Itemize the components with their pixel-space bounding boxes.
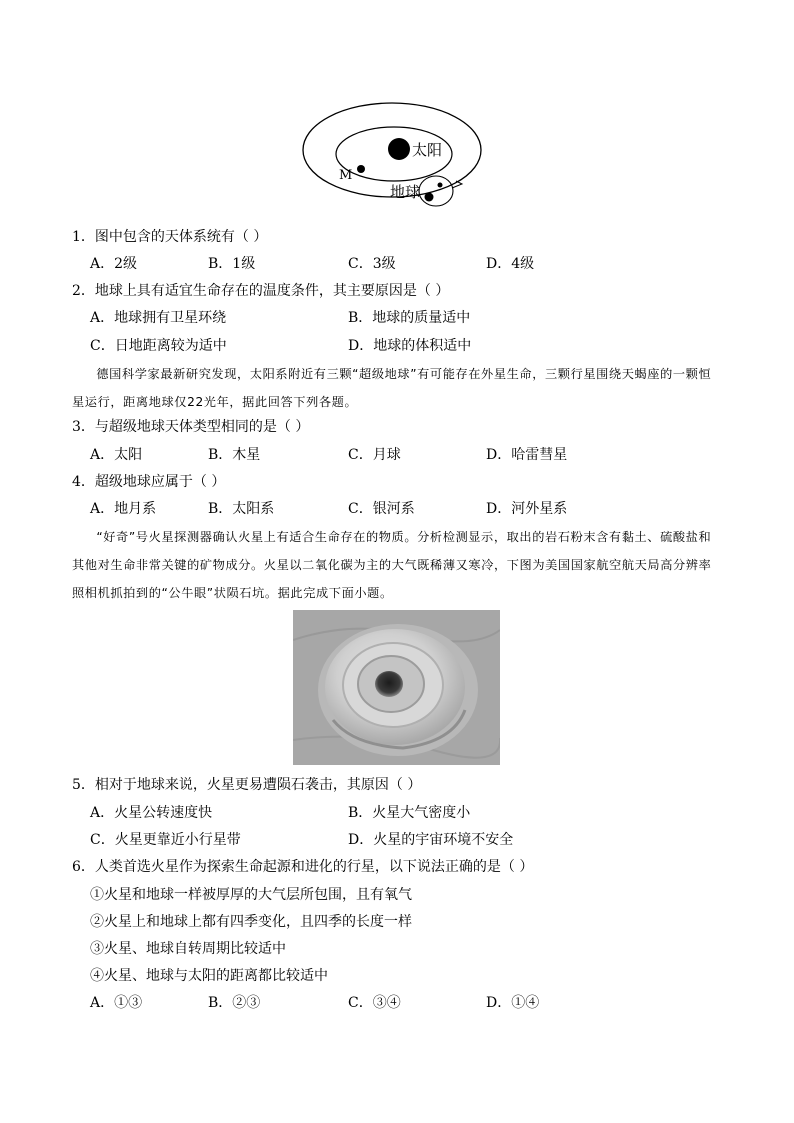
question-4-stem: 4．超级地球应属于（ ）	[72, 474, 226, 490]
sun-label: 太阳	[412, 141, 443, 159]
q3-option-c[interactable]: C．月球	[348, 447, 401, 463]
question-1-stem: 1．图中包含的天体系统有（ ）	[72, 229, 268, 245]
q2-option-c[interactable]: C．日地距离较为适中	[90, 338, 227, 354]
question-5-stem: 5．相对于地球来说，火星更易遭陨石袭击，其原因（ ）	[72, 777, 422, 793]
q4-option-b[interactable]: B．太阳系	[208, 501, 275, 517]
q2-option-a[interactable]: A．地球拥有卫星环绕	[90, 310, 227, 326]
q6-option-b[interactable]: B．②③	[208, 995, 261, 1011]
q5-option-c[interactable]: C．火星更靠近小行星带	[90, 832, 241, 848]
q2-option-d[interactable]: D．地球的体积适中	[348, 338, 472, 354]
q5-option-a[interactable]: A．火星公转速度快	[90, 805, 213, 821]
q6-option-d[interactable]: D．①④	[486, 995, 540, 1011]
earth-label: 地球	[390, 183, 421, 201]
q6-statement-1: ①火星和地球一样被厚厚的大气层所包围，且有氧气	[90, 887, 412, 903]
question-3-stem: 3．与超级地球天体类型相同的是（ ）	[72, 419, 310, 435]
q1-option-a[interactable]: A．2级	[90, 256, 138, 272]
q4-option-c[interactable]: C．银河系	[348, 501, 415, 517]
q5-option-b[interactable]: B．火星大气密度小	[348, 805, 471, 821]
q5-option-d[interactable]: D．火星的宇宙环境不安全	[348, 832, 514, 848]
m-label: M	[339, 168, 353, 183]
earth-body	[425, 193, 434, 202]
bulls-eye-crater-photo	[293, 610, 500, 765]
q1-option-c[interactable]: C．3级	[348, 256, 396, 272]
q6-statement-4: ④火星、地球与太阳的距离都比较适中	[90, 968, 328, 984]
q3-option-a[interactable]: A．太阳	[90, 447, 143, 463]
q4-option-d[interactable]: D．河外星系	[486, 501, 568, 517]
q6-option-a[interactable]: A．①③	[90, 995, 143, 1011]
passage-super-earth: 德国科学家最新研究发现，太阳系附近有三颗“超级地球”有可能存在外星生命，三颗行星围绕天蝎座的一颗恒星运行，距离地球仅22光年，据此回答下列各题。	[72, 367, 712, 409]
q3-option-b[interactable]: B．木星	[208, 447, 261, 463]
q3-option-d[interactable]: D．哈雷彗星	[486, 447, 568, 463]
q6-option-c[interactable]: C．③④	[348, 995, 401, 1011]
q6-statement-3: ③火星、地球自转周期比较适中	[90, 941, 286, 957]
planet-m	[357, 165, 365, 173]
sun-body	[388, 138, 410, 160]
moon-body	[438, 183, 443, 188]
question-6-stem: 6．人类首选火星作为探索生命起源和进化的行星，以下说法正确的是（ ）	[72, 859, 534, 875]
solar-system-diagram	[296, 96, 496, 214]
q6-statement-2: ②火星上和地球上都有四季变化，且四季的长度一样	[90, 914, 412, 930]
question-2-stem: 2．地球上具有适宜生命存在的温度条件，其主要原因是（ ）	[72, 283, 450, 299]
q1-option-d[interactable]: D．4级	[486, 256, 535, 272]
q2-option-b[interactable]: B．地球的质量适中	[348, 310, 471, 326]
passage-mars-curiosity: “好奇”号火星探测器确认火星上有适合生命存在的物质。分析检测显示，取出的岩石粉末含有黏土、硫酸盐和其他对生命非常关键的矿物成分。火星以二氧化碳为主的大气既稀薄又寒冷，下图为美国国家航空航天局高分辨率照相机抓拍到的“公牛眼”状陨石坑。据此完成下面小题。	[72, 530, 712, 600]
q1-option-b[interactable]: B．1级	[208, 256, 256, 272]
q4-option-a[interactable]: A．地月系	[90, 501, 157, 517]
